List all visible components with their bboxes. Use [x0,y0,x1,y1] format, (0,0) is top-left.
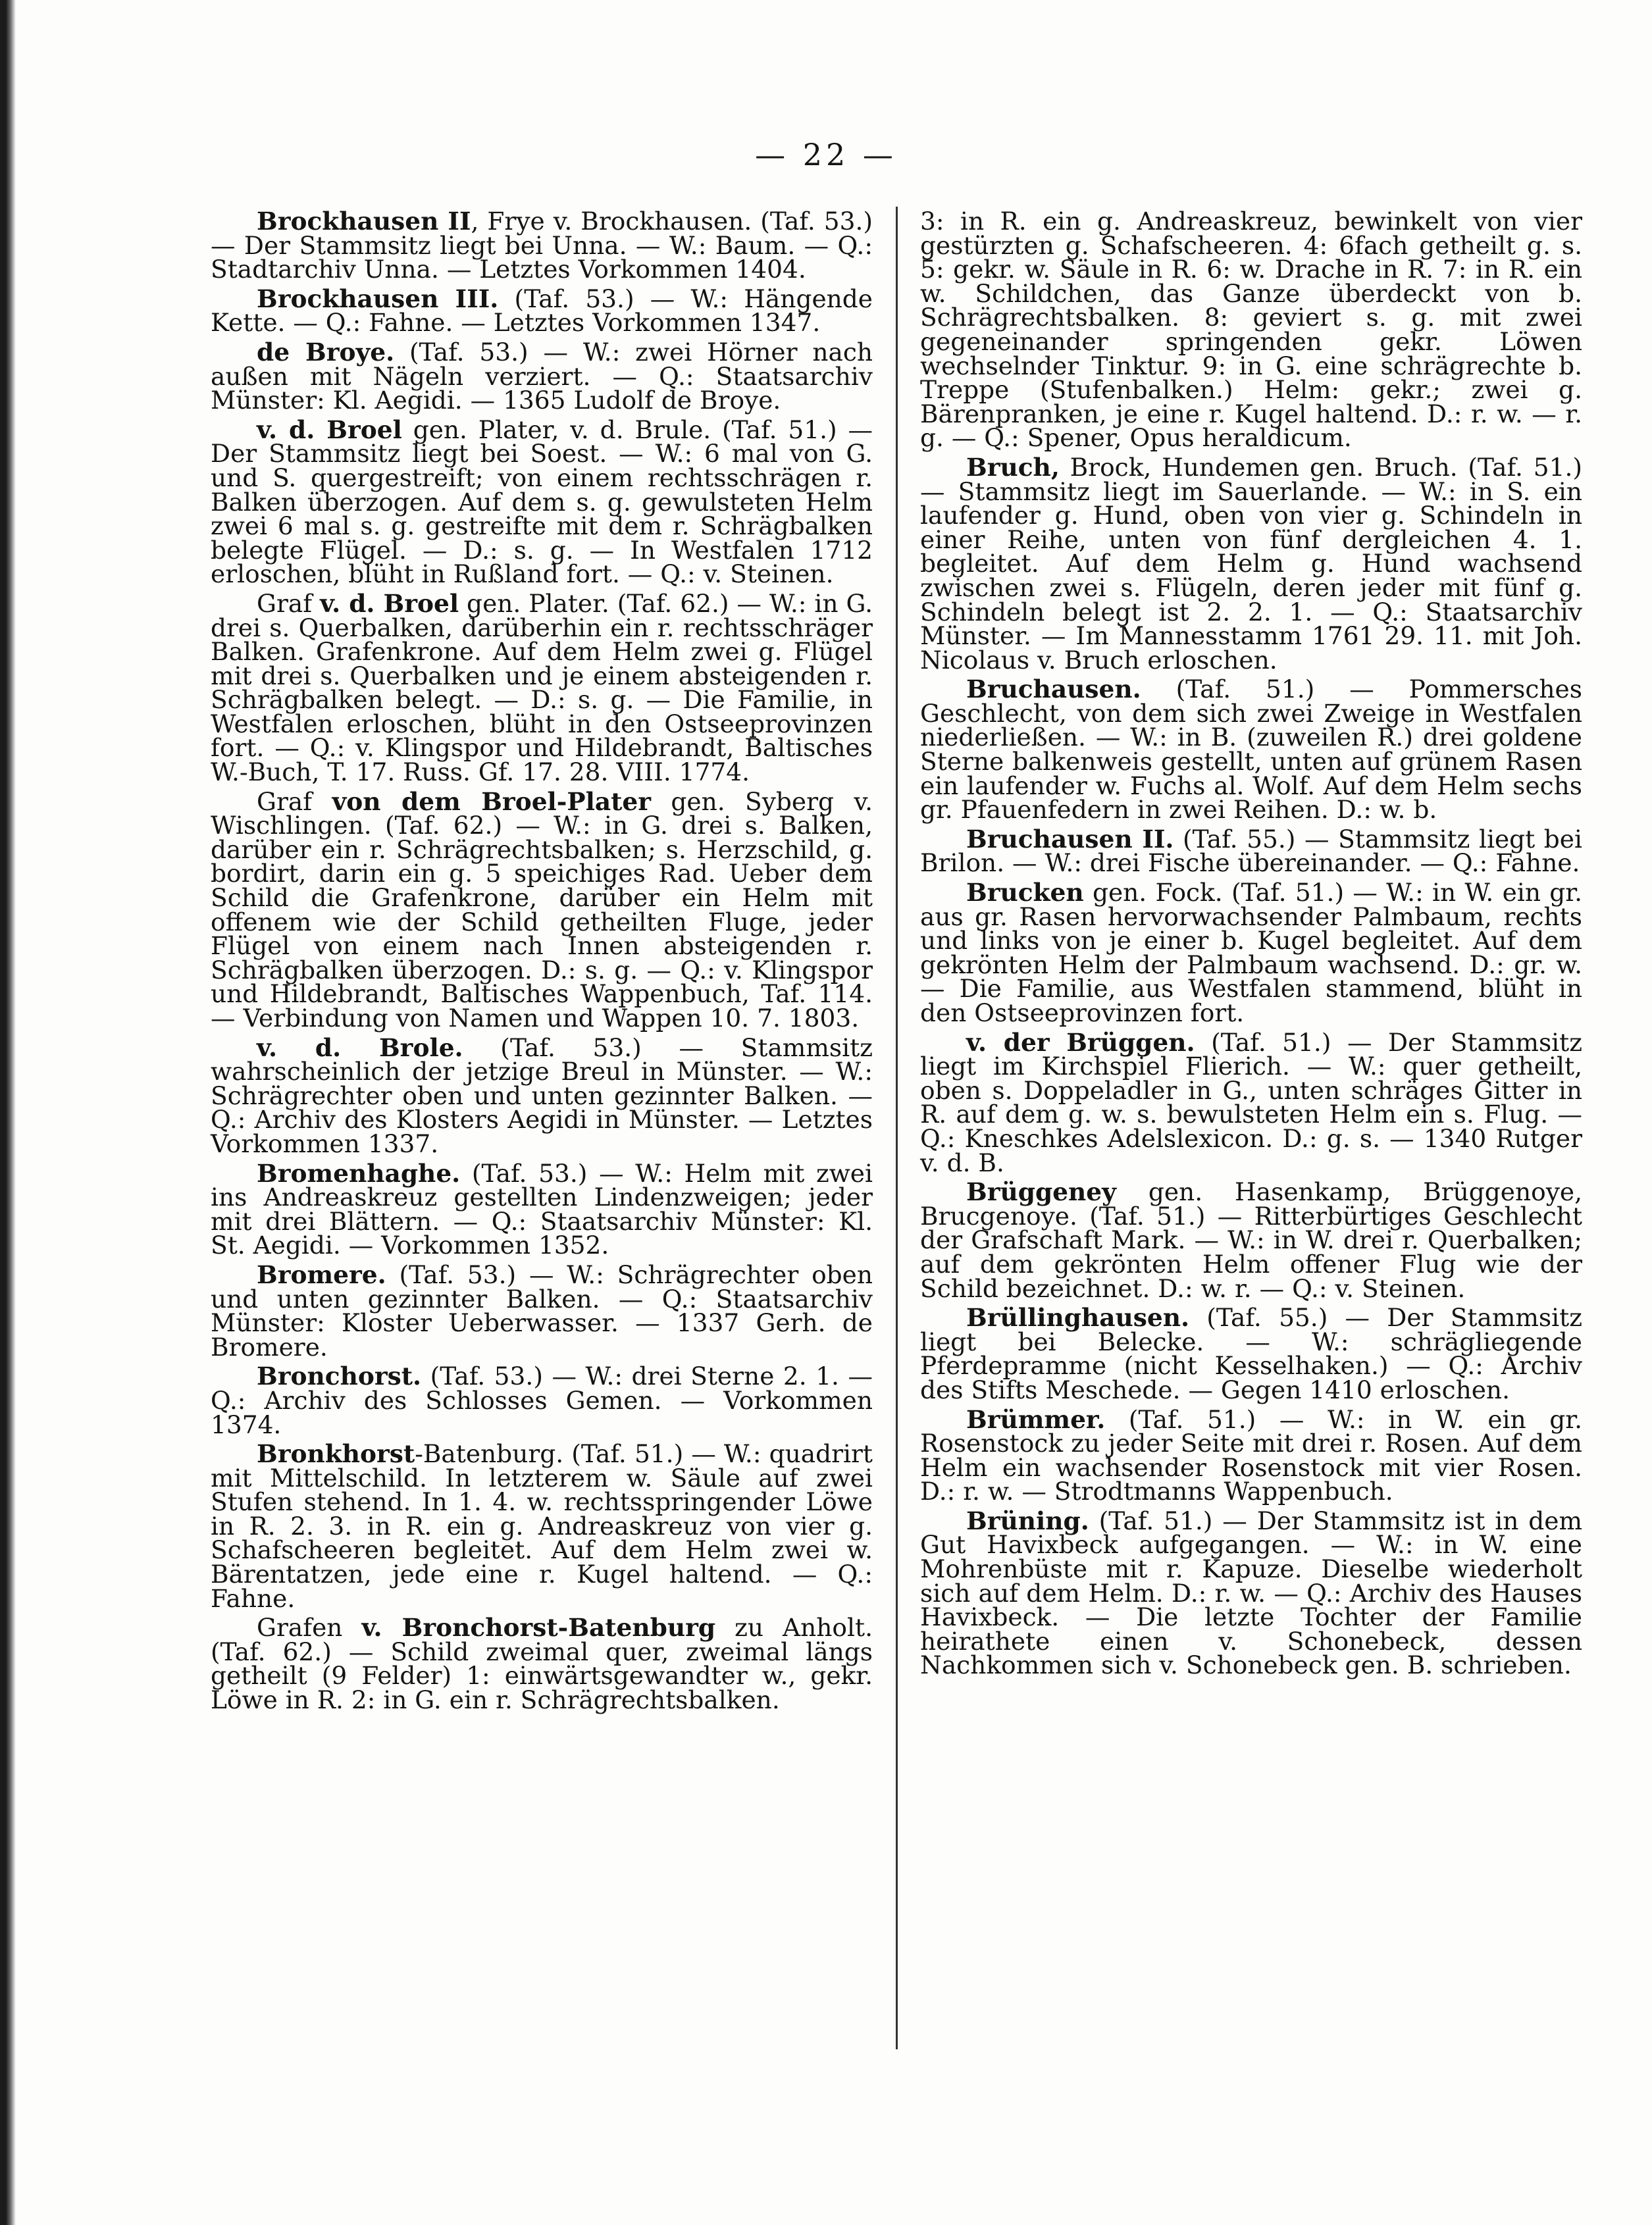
entry-text: , Frye v. Brockhausen. (Taf. 53.) — Der Stammsitz liegt bei Unna. — W.: Baum. — Q.: Stadtarchiv Unna. — Letztes Vorkommen 1404. [211,207,873,284]
entry-heading: Brüllinghausen. [966,1303,1190,1333]
entry-text: gen. Hasenkamp, Brüggenoye, Brucgenoye. (Taf. 51.) — Ritterbürtiges Geschlecht der Grafschaft Mark. — W.: in W. drei r. Querbalken; auf dem gekrönten Helm offener Flug wie der Schild bezeichnet. D.: w. r. — Q.: v. Steinen. [920,1177,1582,1303]
entry-heading: Bruchausen II. [966,824,1174,854]
entry-heading: Bromenhaghe. [257,1158,461,1188]
entry-bronkhorst-batenburg [211,1439,873,1613]
entry-text: gen. Syberg v. Wischlingen. (Taf. 62.) — W.: in G. drei s. Balken, darüber ein r. Schrägrechtsbalken; s. Herzschild, g. bordirt, darin ein g. 5 speichiges Rad. Ueber dem Schild die Grafenkrone, darüber ein Helm mit offenem wie der Schild getheilten Fluge, jeder Flügel von einem nach Innen absteigenden r. Schrägbalken überzogen. D.: s. g. — Q.: v. Klingspor und Hildebrandt, Baltisches Wappenbuch, Taf. 114. — Verbindung von Namen und Wappen 10. 7. 1803. [211,786,873,1033]
entry-text: (Taf. 51.) — Der Stammsitz ist in dem Gut Havixbeck aufgegangen. — W.: in W. eine Mohrenbüste mit r. Kapuze. Dieselbe wiederholt sich auf dem Helm. D.: r. w. — Q.: Archiv des Hauses Havixbeck. — Die letzte Tochter der Familie heirathete einen v. Schonebeck, dessen Nachkommen sich v. Schonebeck gen. B. schrieben. [920,1506,1582,1680]
entry-heading: v. Bronchorst-Batenburg [361,1613,716,1643]
entry-brucken [920,878,1582,1027]
entry-heading: v. d. Broel [320,588,459,618]
entry-heading: v. der Brüggen. [966,1027,1195,1057]
entry-heading: Brucken [966,878,1084,908]
entry-text: gen. Fock. (Taf. 51.) — W.: in W. ein gr. aus gr. Rasen hervorwachsender Palmbaum, rechts und links von je einer b. Kugel begleitet. Auf dem gekrönten Helm der Palmbaum wachsend. D.: gr. w. — Die Familie, aus Westfalen stammend, blüht in den Ostseeprovinzen fort. [920,878,1582,1027]
entry-bruchausen [920,675,1582,825]
entry-text: Brock, Hundemen gen. Bruch. (Taf. 51.) — Stammsitz liegt im Sauerlande. — W.: in S. ein laufender g. Hund, oben von vier g. Schindeln in einer Reihe, unten von fünf dergleichen 4. 1. begleitet. Auf dem Helm g. Hund wachsend zwischen zwei s. Flügeln, deren jeder mit fünf g. Schindeln belegt ist 2. 2. 1. — Q.: Staatsarchiv Münster. — Im Mannesstamm 1761 29. 11. mit Joh. Nicolaus v. Bruch erloschen. [920,452,1582,675]
entry-text: gen. Plater. (Taf. 62.) — W.: in G. drei s. Querbalken, darüberhin ein r. rechtsschräger Balken. Grafenkrone. Auf dem Helm zwei g. Flügel mit drei s. Querbalken und je einem absteigenden r. Schrägbalken belegt. — D.: s. g. — Die Familie, in Westfalen erloschen, blüht in den Ostseeprovinzen fort. — Q.: v. Klingspor und Hildebrandt, Baltisches W.-Buch, T. 17. Russ. Gf. 17. 28. VIII. 1774. [211,588,873,787]
entry-bromere [211,1260,873,1362]
entry-heading: de Broye. [257,337,395,367]
page-number: — 22 — [755,137,897,172]
entry-text: zu Anholt. (Taf. 62.) — Schild zweimal quer, zweimal längs getheilt (9 Felder) 1: einwärtsgewandter w., gekr. Löwe in R. 2: in G. ein r. Schrägrechtsbalken. [211,1613,873,1715]
entry-bruch [920,452,1582,675]
entry-graf-broel-plater [211,786,873,1033]
entry-bruemmer [920,1404,1582,1506]
entry-heading: Brockhausen II [257,207,471,236]
entry-brockhausen-ii [211,209,873,282]
entry-text: (Taf. 53.) — W.: Hängende Kette. — Q.: Fahne. — Letztes Vorkommen 1347. [211,284,873,338]
entry-text: (Taf. 51.) — Pommersches Geschlecht, von dem sich zwei Zweige in Westfalen niederließen. — W.: in B. (zuweilen R.) drei goldene Sterne balkenweis gestellt, unten auf grünem Rasen ein laufender w. Fuchs al. Wolf. Auf dem Helm sechs gr. Pfauenfedern in zwei Reihen. D.: w. b. [920,675,1582,825]
entry-text: (Taf. 53.) — W.: zwei Hörner nach außen mit Nägeln verziert. — Q.: Staatsarchiv Münster: Kl. Aegidi. — 1365 Ludolf de Broye. [211,337,873,415]
entry-text: (Taf. 51.) — W.: in W. ein gr. Rosenstock zu jeder Seite mit drei r. Rosen. Auf dem Helm ein wachsender Rosenstock mit vier Rosen. D.: r. w. — Strodtmanns Wappenbuch. [920,1404,1582,1506]
entry-prefix: Grafen [257,1613,362,1643]
entry-brueggeney [920,1177,1582,1303]
entry-prefix: Graf [257,588,321,618]
column-divider [896,207,898,2049]
entry-text: (Taf. 55.) — Stammsitz liegt bei Brilon. — W.: drei Fische übereinander. — Q.: Fahne. [920,824,1582,878]
entry-heading: Brümmer. [966,1404,1106,1434]
entry-heading: v. d. Brole. [257,1033,463,1062]
entry-continuation [920,207,1582,453]
entry-v-d-broel [211,415,873,589]
right-column [920,209,1582,1683]
entry-heading: von dem Broel-Plater [332,786,652,816]
entry-bruellinghausen [920,1303,1582,1404]
entry-v-d-brole [211,1033,873,1158]
entry-text: (Taf. 55.) — Der Stammsitz liegt bei Belecke. — W.: schrägliegende Pferdepramme (nicht Kesselhaken.) — Q.: Archiv des Stifts Meschede. — Gegen 1410 erloschen. [920,1303,1582,1404]
page-binding-edge [0,0,16,2225]
entry-de-broye [211,337,873,415]
entry-text: (Taf. 53.) — W.: drei Sterne 2. 1. — Q.: Archiv des Schlosses Gemen. — Vorkommen 1374. [211,1362,873,1439]
entry-heading: Brüning. [966,1506,1089,1535]
entry-prefix: Graf [257,786,332,816]
entry-heading: v. d. Broel [257,415,402,444]
entry-heading: Bromere. [257,1260,386,1289]
entry-text: (Taf. 51.) — Der Stammsitz liegt im Kirchspiel Flierich. — W.: quer getheilt, oben s. Doppeladler in G., unten schräges Gitter in R. auf dem g. w. s. bewulsteten Helm ein s. Flug. — Q.: Kneschkes Adelslexicon. D.: g. s. — 1340 Rutger v. d. B. [920,1027,1583,1177]
left-column [211,209,873,1718]
entry-heading: Bruch, [966,452,1060,482]
entry-text: (Taf. 53.) — Stammsitz wahrscheinlich der jetzige Breul in Münster. — W.: Schrägrechter oben und unten gezinnter Balken. — Q.: Archiv des Klosters Aegidi in Münster. — Letztes Vorkommen 1337. [211,1033,873,1158]
entry-heading: Bruchausen. [966,675,1141,704]
entry-bronchorst [211,1364,873,1437]
entry-text: 3: in R. ein g. Andreaskreuz, bewinkelt von vier gestürzten g. Schafscheeren. 4: 6fach getheilt g. s. 5: gekr. w. Säule in R. 6: w. Drache in R. 7: in R. ein w. Schildchen, das Ganze überdeckt von b. Schrägrechtsbalken. 8: geviert s. g. mit zwei gegeneinander springenden gekr. Löwen wechselnder Tinktur. 9: in G. eine schrägrechte b. Treppe (Stufenbalken.) Helm: gekr.; zwei g. Bärenpranken, je eine r. Kugel haltend. D.: r. w. — r. g. — Q.: Spener, Opus heraldicum. [920,207,1582,453]
entry-text: -Batenburg. (Taf. 51.) — W.: quadrirt mit Mittelschild. In letzterem w. Säule auf zwei Stufen stehend. In 1. 4. w. rechtsspringender Löwe in R. 2. 3. in R. ein g. Andreaskreuz von vier g. Schafscheeren begleitet. Auf dem Helm zwei w. Bärentatzen, jede eine r. Kugel haltend. — Q.: Fahne. [211,1439,873,1613]
entry-brockhausen-iii [211,284,873,338]
entry-text: gen. Plater, v. d. Brule. (Taf. 51.) — Der Stammsitz liegt bei Soest. — W.: 6 mal von G. und S. quergestreift; von einem rechtsschrägen r. Balken überzogen. Auf dem s. g. gewulsteten Helm zwei 6 mal s. g. gestreifte mit dem r. Schrägbalken belegte Flügel. — D.: s. g. — In Westfalen 1712 erloschen, blüht in Rußland fort. — Q.: v. Steinen. [211,415,873,589]
entry-graf-v-d-broel [211,588,873,787]
entry-bruchausen-ii [920,824,1582,878]
entry-bruening [920,1506,1582,1680]
entry-text: (Taf. 53.) — W.: Schrägrechter oben und unten gezinnter Balken. — Q.: Staatsarchiv Münster: Kloster Ueberwasser. — 1337 Gerh. de Bromere. [211,1260,873,1362]
entry-heading: Bronchorst. [257,1362,422,1391]
entry-heading: Brockhausen III. [257,284,499,313]
entry-text: (Taf. 53.) — W.: Helm mit zwei ins Andreaskreuz gestellten Lindenzweigen; jeder mit drei Blättern. — Q.: Staatsarchiv Münster: Kl. St. Aegidi. — Vorkommen 1352. [211,1158,873,1260]
entry-bromenhaghe [211,1158,873,1260]
entry-heading: Bronkhorst [257,1439,415,1469]
entry-v-der-brueggen [920,1027,1583,1177]
entry-grafen-bronchorst-batenburg [211,1613,873,1715]
entry-heading: Brüggeney [966,1177,1116,1207]
